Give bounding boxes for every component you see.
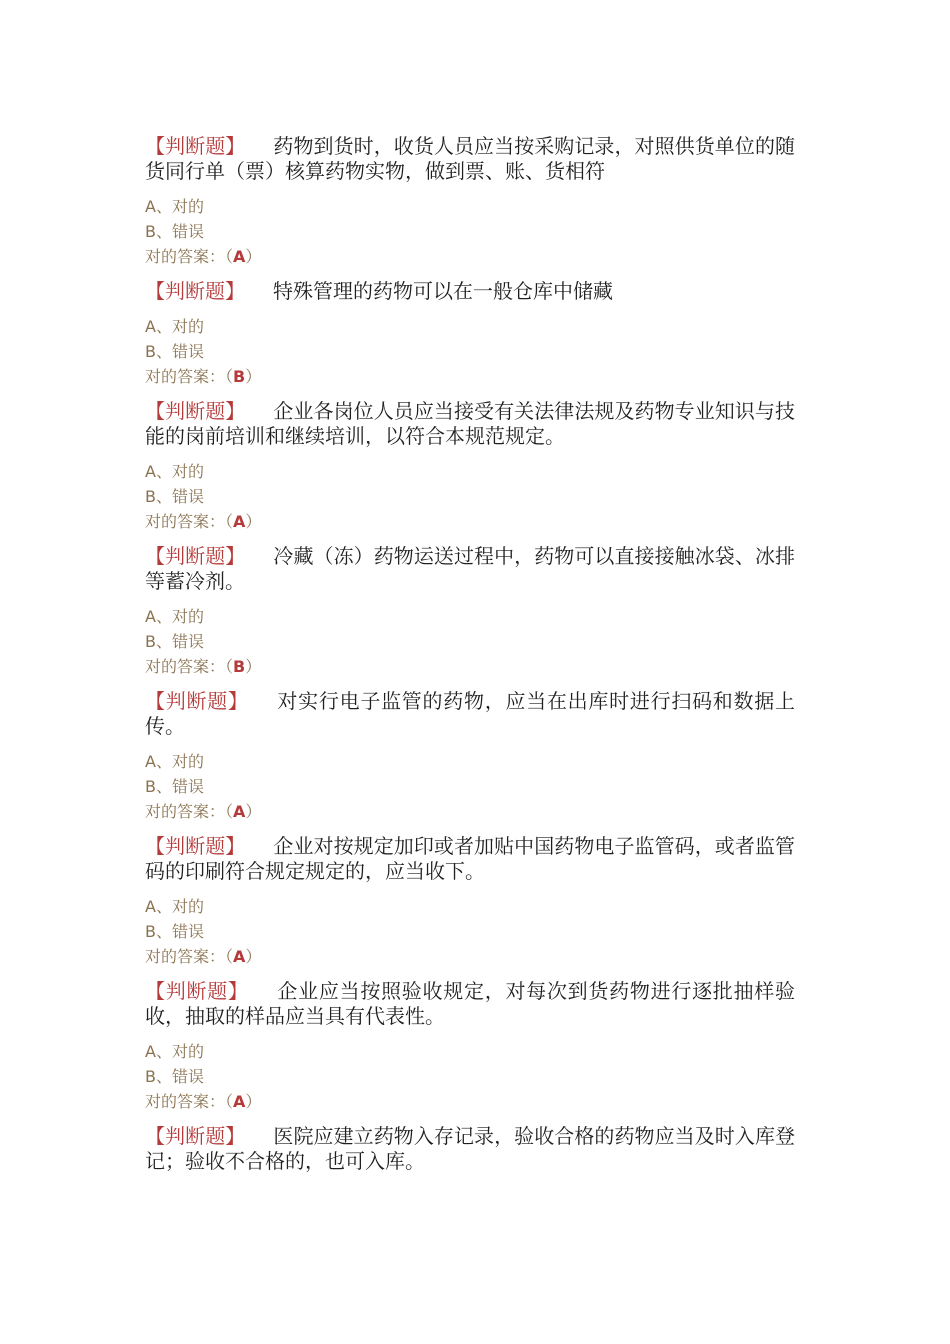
correct-answer (145, 244, 795, 269)
answer-prefix: 对的答案：（ (145, 947, 234, 966)
correct-answer (145, 944, 795, 969)
question-body: 冷藏（冻）药物运送过程中，药物可以直接接触冰袋、冰排等蓄冷剂。 (145, 544, 796, 593)
question-type-tag: 【判断题】 (145, 834, 246, 858)
option-a: A、对的 (145, 462, 204, 481)
question-body: 企业应当按照验收规定，对每次到货药物进行逐批抽样验收，抽取的样品应当具有代表性。 (145, 979, 796, 1028)
answer-suffix: ） (245, 657, 262, 676)
correct-answer (145, 1089, 795, 1114)
question-text (145, 689, 795, 739)
options (145, 749, 795, 824)
answer-prefix: 对的答案：（ (145, 512, 234, 531)
option-a: A、对的 (145, 607, 204, 626)
correct-answer (145, 799, 795, 824)
question-text (145, 279, 795, 304)
answer-suffix: ） (245, 802, 262, 821)
options (145, 1039, 795, 1114)
answer-letter: A (233, 1092, 246, 1111)
option-a: A、对的 (145, 752, 204, 771)
option-a: A、对的 (145, 317, 204, 336)
options (145, 894, 795, 969)
answer-letter: A (233, 947, 246, 966)
question-text (145, 1124, 795, 1174)
question-body: 企业各岗位人员应当接受有关法律法规及药物专业知识与技能的岗前培训和继续培训，以符合本规范规定。 (145, 399, 796, 448)
answer-suffix: ） (245, 1092, 262, 1111)
question-type-tag: 【判断题】 (145, 399, 246, 423)
answer-letter: A (233, 247, 246, 266)
question-type-tag: 【判断题】 (145, 134, 246, 158)
question-item (145, 689, 795, 824)
answer-suffix: ） (245, 367, 262, 386)
answer-prefix: 对的答案：（ (145, 657, 234, 676)
option-b: B、错误 (145, 1067, 204, 1086)
answer-prefix: 对的答案：（ (145, 1092, 234, 1111)
question-type-tag: 【判断题】 (145, 544, 246, 568)
option-b: B、错误 (145, 222, 204, 241)
answer-letter: A (233, 802, 246, 821)
question-type-tag: 【判断题】 (145, 979, 249, 1003)
options (145, 194, 795, 269)
question-body: 特殊管理的药物可以在一般仓库中储藏 (273, 279, 613, 303)
answer-prefix: 对的答案：（ (145, 367, 234, 386)
option-b: B、错误 (145, 342, 204, 361)
question-body: 对实行电子监管的药物，应当在出库时进行扫码和数据上传。 (145, 689, 796, 738)
option-b: B、错误 (145, 487, 204, 506)
question-item (145, 279, 795, 389)
question-item (145, 399, 795, 534)
question-text (145, 834, 795, 884)
question-item (145, 1124, 795, 1174)
answer-letter: B (233, 657, 246, 676)
option-a: A、对的 (145, 1042, 204, 1061)
options (145, 604, 795, 679)
question-text (145, 134, 795, 184)
answer-suffix: ） (245, 947, 262, 966)
question-text (145, 979, 795, 1029)
answer-suffix: ） (245, 512, 262, 531)
answer-prefix: 对的答案：（ (145, 247, 234, 266)
option-a: A、对的 (145, 197, 204, 216)
question-item (145, 834, 795, 969)
answer-letter: B (233, 367, 246, 386)
question-item (145, 544, 795, 679)
correct-answer (145, 509, 795, 534)
question-list (145, 134, 795, 1174)
options (145, 459, 795, 534)
question-item (145, 979, 795, 1114)
option-a: A、对的 (145, 897, 204, 916)
question-body: 医院应建立药物入存记录，验收合格的药物应当及时入库登记；验收不合格的，也可入库。 (145, 1124, 796, 1173)
question-text (145, 399, 795, 449)
option-b: B、错误 (145, 632, 204, 651)
question-body: 药物到货时，收货人员应当按采购记录，对照供货单位的随货同行单（票）核算药物实物，做到票、账、货相符 (145, 134, 796, 183)
options (145, 314, 795, 389)
answer-prefix: 对的答案：（ (145, 802, 234, 821)
question-type-tag: 【判断题】 (145, 689, 249, 713)
question-item (145, 134, 795, 269)
question-body: 企业对按规定加印或者加贴中国药物电子监管码，或者监管码的印刷符合规定规定的，应当收下。 (145, 834, 796, 883)
answer-letter: A (233, 512, 246, 531)
correct-answer (145, 364, 795, 389)
question-type-tag: 【判断题】 (145, 279, 245, 303)
correct-answer (145, 654, 795, 679)
question-text (145, 544, 795, 594)
question-type-tag: 【判断题】 (145, 1124, 246, 1148)
answer-suffix: ） (245, 247, 262, 266)
option-b: B、错误 (145, 777, 204, 796)
option-b: B、错误 (145, 922, 204, 941)
